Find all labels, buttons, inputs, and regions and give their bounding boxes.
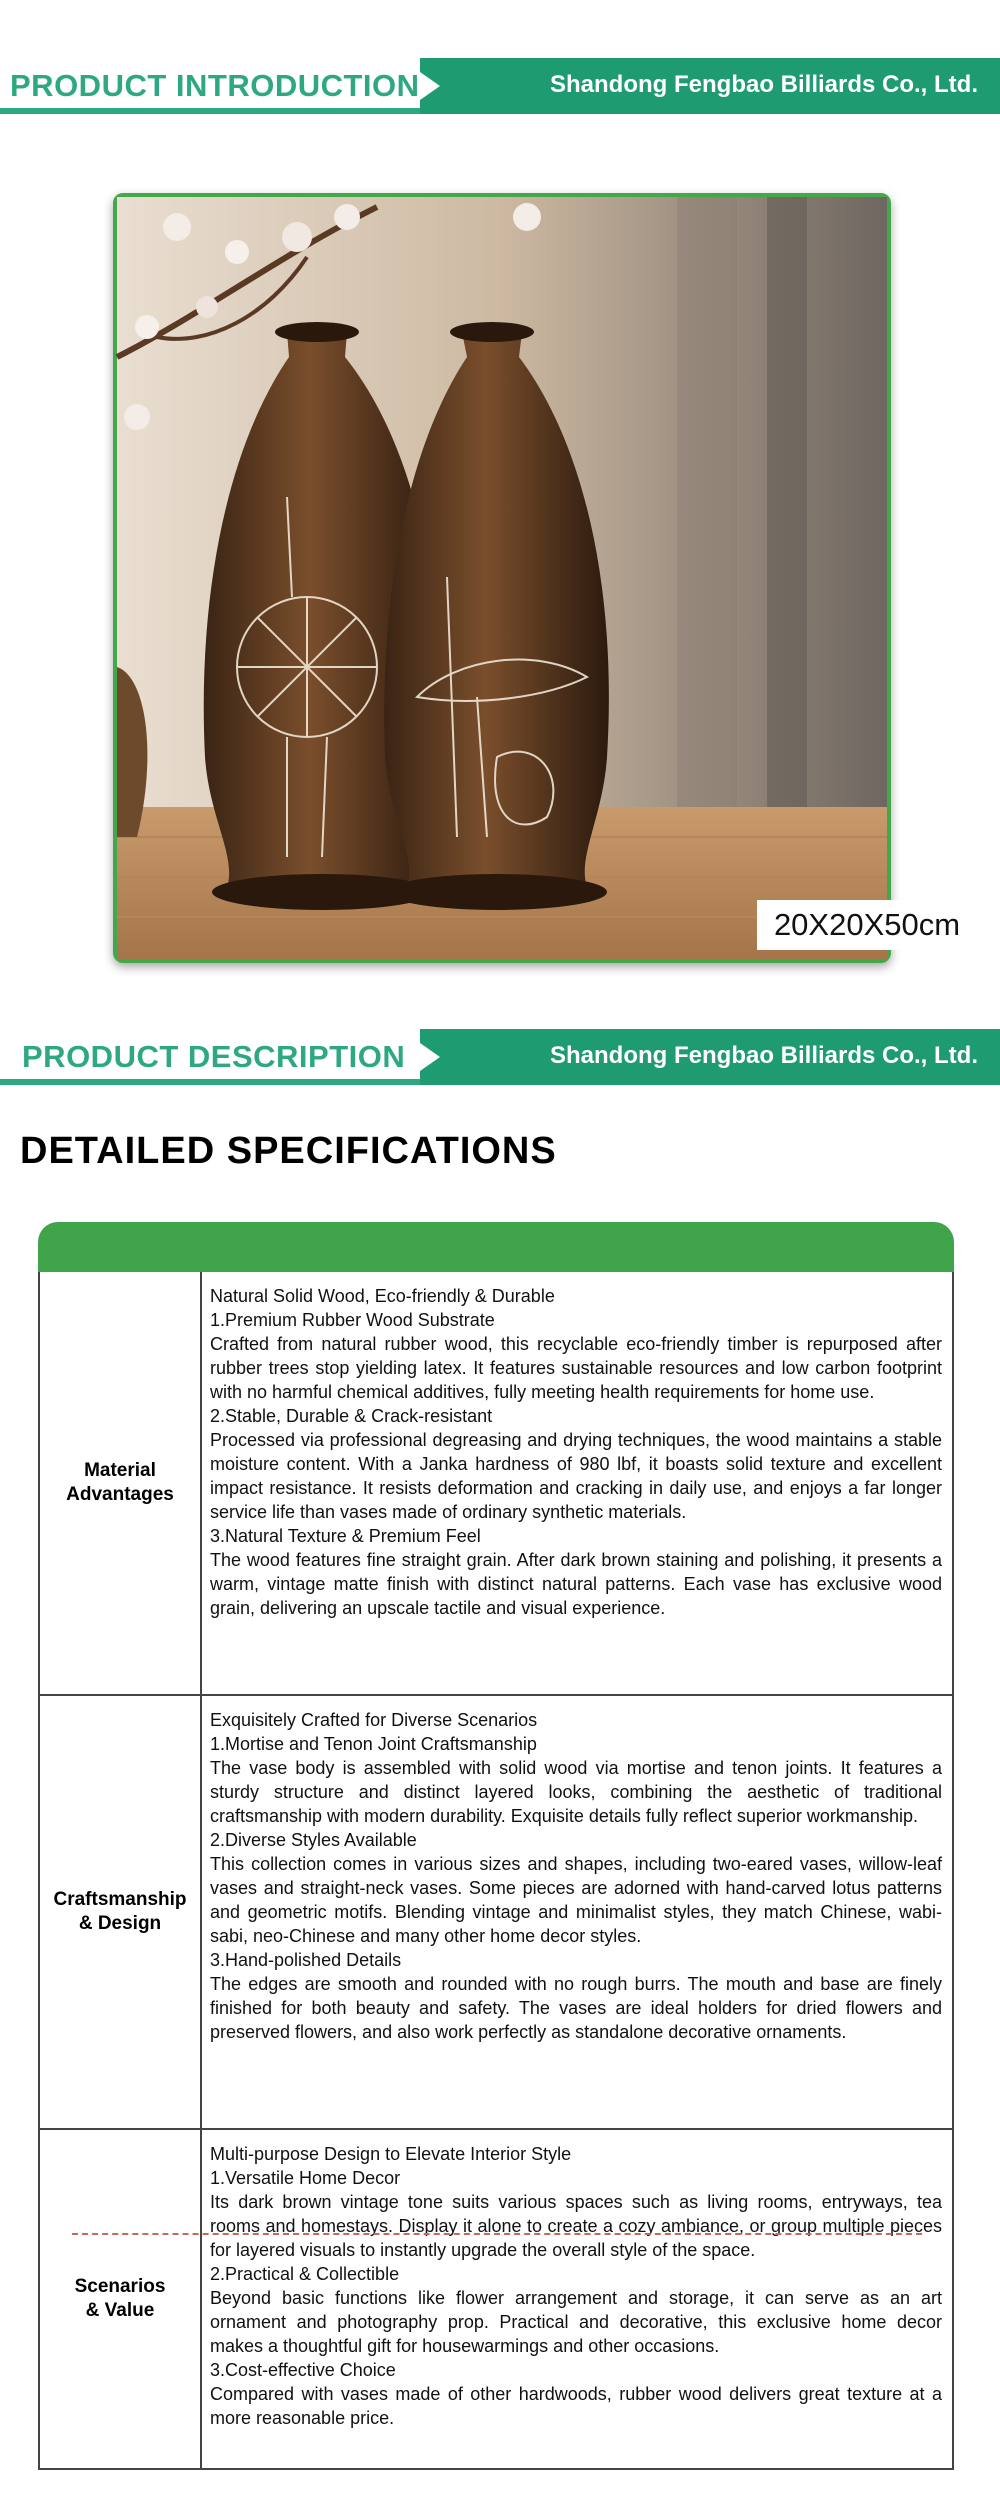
row-line: 2.Practical & Collectible xyxy=(210,2264,400,2284)
row-line: 2.Stable, Durable & Crack-resistant xyxy=(210,1406,493,1426)
section-header-introduction xyxy=(0,58,1000,114)
row-line: Natural Solid Wood, Eco-friendly & Durable xyxy=(210,1286,555,1306)
header-title-area xyxy=(0,58,420,114)
row-line: 3.Cost-effective Choice xyxy=(210,2360,396,2380)
header-company-band xyxy=(420,1029,1000,1085)
row-label: Craftsmanship & Design xyxy=(40,1696,202,2128)
row-line: This collection comes in various sizes and shapes, including two-eared vases, willow-leaf vases and straight-neck vases. Some pieces are adorned with hand-carved lotus patterns and geometric motifs. Blending vintage and minimalist styles, they match Chinese, wabi-sabi, neo-Chinese and many other home decor styles. xyxy=(210,1854,942,1946)
size-label: 20X20X50cm xyxy=(773,907,961,942)
company-name: Shandong Fengbao Billiards Co., Ltd. xyxy=(550,1042,978,1069)
row-content xyxy=(210,1708,942,2044)
dashed-divider xyxy=(72,2233,922,2235)
row-label: Scenarios & Value xyxy=(40,2130,202,2468)
row-line: Beyond basic functions like flower arrangement and storage, it can serve as an art ornament and photography prop. Practical and decorative, this exclusive home decor makes a thoughtful gift for housewarmings and other occasions. xyxy=(210,2288,942,2356)
header-arrow-notch xyxy=(420,72,440,100)
row-line: Processed via professional degreasing and drying techniques, the wood maintains a stable moisture content. With a Janka hardness of 980 lbf, it boasts solid texture and excellent impact resistance. It resists deformation and cracking in daily use, and enjoys a far longer service life than vases made of ordinary synthetic materials. xyxy=(210,1430,942,1522)
header-arrow-notch xyxy=(420,1043,440,1071)
spec-row-material xyxy=(38,1272,954,1696)
header-title-area xyxy=(0,1029,420,1085)
row-line: 1.Versatile Home Decor xyxy=(210,2168,401,2188)
header-stripe xyxy=(0,108,420,114)
row-label: Material Advantages xyxy=(40,1272,202,1694)
company-name: Shandong Fengbao Billiards Co., Ltd. xyxy=(550,71,978,98)
row-line: Exquisitely Crafted for Diverse Scenarios xyxy=(210,1710,538,1730)
size-label-box xyxy=(757,900,977,950)
spec-row-scenarios xyxy=(38,2130,954,2470)
section-header-description xyxy=(0,1029,1000,1085)
specifications-title: DETAILED SPECIFICATIONS xyxy=(20,1130,557,1172)
header-stripe xyxy=(0,1079,420,1085)
row-content xyxy=(210,2142,942,2430)
spec-table-header xyxy=(38,1222,954,1272)
row-line: 1.Premium Rubber Wood Substrate xyxy=(210,1310,495,1330)
spec-row-craftsmanship xyxy=(38,1696,954,2130)
row-content xyxy=(210,1284,942,1620)
row-line: The vase body is assembled with solid wood via mortise and tenon joints. It features a sturdy structure and distinct layered looks, combining the aesthetic of traditional craftsmanship with modern durability. Exquisite details fully reflect superior workmanship. xyxy=(210,1758,942,1826)
row-line: 3.Hand-polished Details xyxy=(210,1950,402,1970)
row-line: Compared with vases made of other hardwoods, rubber wood delivers great texture at a more reasonable price. xyxy=(210,2384,942,2428)
header-title: PRODUCT INTRODUCTION xyxy=(10,68,420,103)
header-title: PRODUCT DESCRIPTION xyxy=(22,1039,406,1074)
row-line: Multi-purpose Design to Elevate Interior Style xyxy=(210,2144,572,2164)
row-line: 1.Mortise and Tenon Joint Craftsmanship xyxy=(210,1734,537,1754)
header-company-band xyxy=(420,58,1000,114)
row-line: The edges are smooth and rounded with no rough burrs. The mouth and base are finely finished for both beauty and safety. The vases are ideal holders for dried flowers and preserved flowers, and also work perfectly as standalone decorative ornaments. xyxy=(210,1974,942,2042)
row-line: 2.Diverse Styles Available xyxy=(210,1830,417,1850)
vase-illustration xyxy=(117,197,887,959)
row-line: Crafted from natural rubber wood, this recyclable eco-friendly timber is repurposed after rubber trees stop yielding latex. It features sustainable resources and low carbon footprint with no harmful chemical additives, fully meeting health requirements for home use. xyxy=(210,1334,942,1402)
row-line: Its dark brown vintage tone suits various spaces such as living rooms, entryways, tea rooms and homestays. Display it alone to create a cozy ambiance, or group multiple pieces for layered visuals to instantly upgrade the overall style of the space. xyxy=(210,2192,942,2260)
row-line: The wood features fine straight grain. After dark brown staining and polishing, it presents a warm, vintage matte finish with distinct natural patterns. Each vase has exclusive wood grain, delivering an upscale tactile and visual experience. xyxy=(210,1550,942,1618)
row-line: 3.Natural Texture & Premium Feel xyxy=(210,1526,481,1546)
product-photo xyxy=(113,193,961,963)
